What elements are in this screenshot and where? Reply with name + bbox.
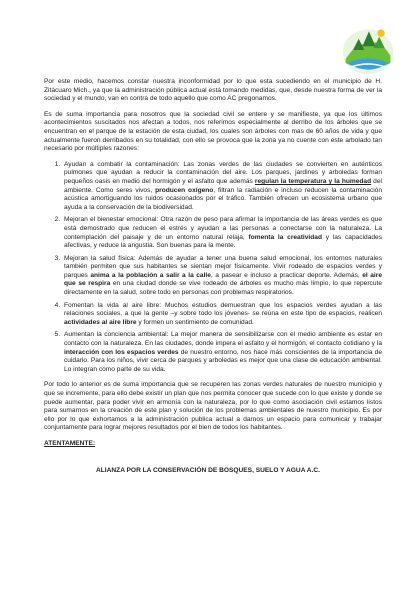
closing-salutation: ATENTAMENTE: — [44, 439, 96, 447]
letter-body — [44, 78, 382, 475]
list-item: 2. Mejoran el bienestar emocional: Otra razón de peso para afirmar la importancia de las áreas verdes es que está demostrado que reducen el estrés y ayudan a las personas a conectarse con la naturaleza. La contemplación del paisaje y de un entorno natural relaja, fomenta la creatividad y las capacidades afectivas, y reduce la angustia. Son buenas para la mente. — [62, 216, 382, 250]
organization-logo — [340, 22, 396, 78]
intro-paragraph: Por este medio, hacemos constar nuestra inconformidad por lo que esta sucediendo en el municipio de H. Zitácuaro Mich., ya que la administración pública actual está tomando medidas, que, desde nuestra forma de ver la sociedad y el mundo, van en contra de todo aquello que como AC pregonamos. — [44, 78, 382, 103]
conclusion-paragraph: Por todo lo anterior es de suma importancia que se recuperen las zonas verdes naturales de nuestro municipio y que se incremente, para ello debe existir un plan que nos permita conocer que sucede con lo que existe y donde se puede aumentar, para poder vivir en armonía con la naturaleza, por lo que como asociación civil estamos listos para sumarnos en la creación de este plan y solución de los problemas ambientales de nuestro municipio. Es por ello por lo que exhortamos a la administración publica actual a darnos un espacio para comunicar y trabajar conjuntamente para lograr mejores resultados por el bien de todos los habitantes. — [44, 381, 382, 432]
list-item: 5. Aumentan la conciencia ambiental: La mejor manera de sensibilizarse con el medio ambiente es estar en contacto con la naturaleza. En las ciudades, donde impera el asfalto y el hormigón, el contacto cotidiano y la interacción con los espacios verdes de nuestro entorno, nos hace más conscientes de la importancia de cuidarlo. Para los niños, vivir cerca de parques y arboledas es mejor que una clase de educación ambiental. Lo integran como parte de su vida. — [62, 331, 382, 374]
list-item: 1. Ayudan a combatir la contaminación: Las zonas verdes de las ciudades se convierten en auténticos pulmones que ayudan a reducir la contaminación del aire. Los parques, jardines y arboledas forman pequeños oasis en medio del hormigón y el asfalto que además regulan la temperatura y la humedad del ambiente. Como seres vivos, producen oxígeno, filtran la radiación e incluso reducen la contaminación acústica amortiguando los ruidos ocasionados por el tráfico. También ofrecen un ecosistema urbano que ayuda a la conservación de la biodiversidad. — [62, 161, 382, 213]
reasons-list — [44, 161, 382, 375]
list-item: 4. Fomentan la vida al aire libre: Muchos estudios demuestran que los espacios verdes ayudan a las relaciones sociales, a que la gente –y sobre todo los jóvenes- se reúna en este tipo de espacios, realicen actividades al aire libre y formen un sentimiento de comunidad. — [62, 302, 382, 328]
signature-organization: ALIANZA POR LA CONSERVACIÓN DE BOSQUES, SUELO Y AGUA A.C. — [96, 466, 320, 474]
context-paragraph: Es de suma importancia para nosotros que la sociedad civil se entere y se manifieste, ya que los últimos acontecimientos suscitados nos afectan a todos, nos referimos especialmente al derribo de los árboles que se encuentran en el parque de la estación de esta ciudad, los cuales son árboles con mas de 60 años de vida y que actualmente fueron derribados en su totalidad, con ello se provoca que la zona ya no cuente con este arbolado tan necesario por múltiples razones: — [44, 110, 382, 153]
list-item: 3. Mejoran la salud física: Además de ayudar a tener una buena salud emocional, los entornos naturales también permiten que sus habitantes se sientan mejor físicamente. Vivir rodeado de espacios verdes y parques anima a la población a salir a la calle, a pasear e incluso a practicar deporte. Además, el aire que se respira en una ciudad donde se vive rodeado de árboles es mucho más limpio, lo que repercute directamente en la salud, sobre todo en personas con problemas respiratorios. — [62, 255, 382, 298]
